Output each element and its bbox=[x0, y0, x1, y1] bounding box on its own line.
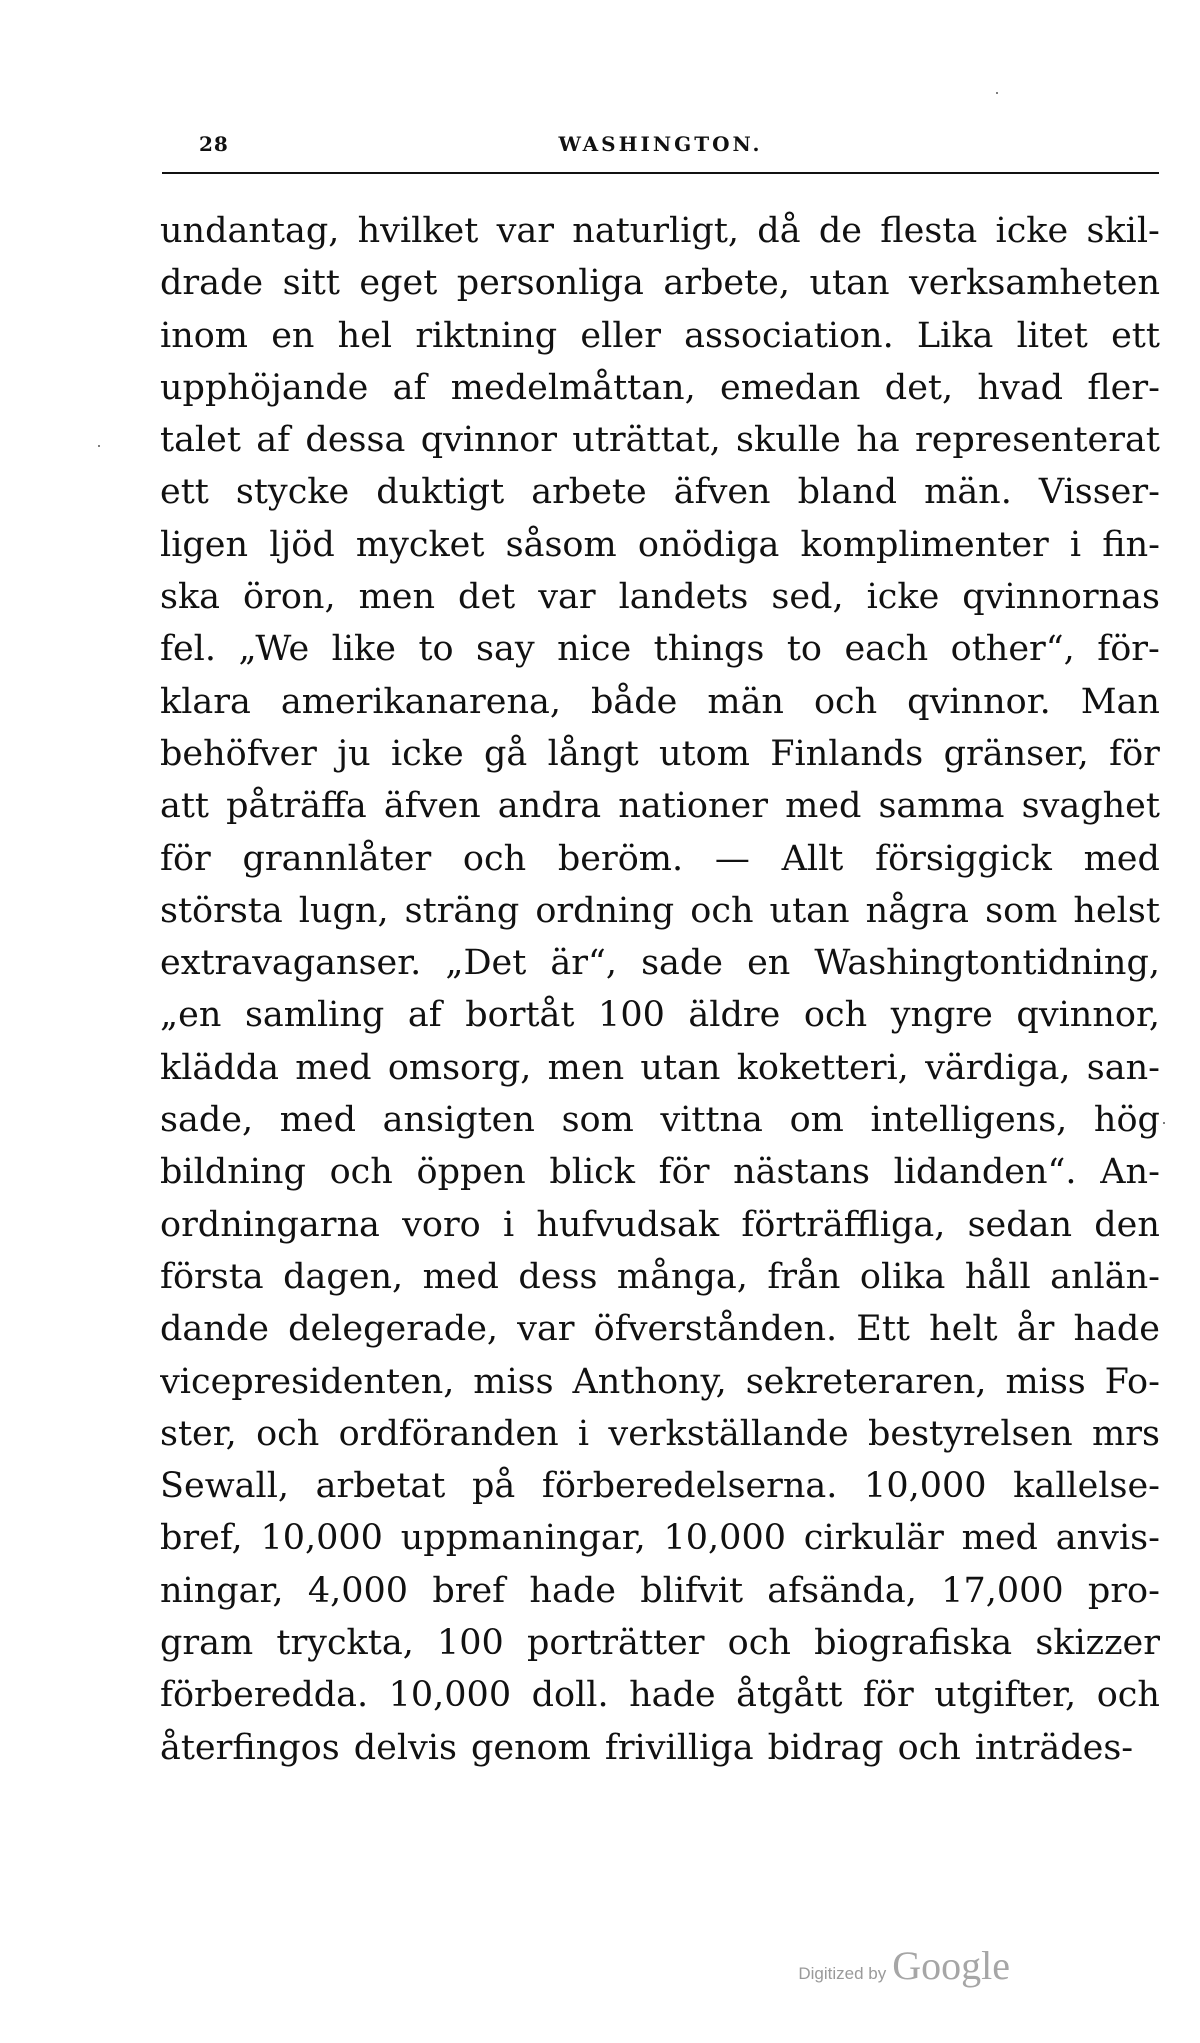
text-line: Sewall, arbetat på förberedelserna. 10,000 kallelse- bbox=[160, 1466, 1160, 1507]
text-line: första dagen, med dess många, från olika håll anlän- bbox=[160, 1256, 1160, 1297]
text-line: förberedda. 10,000 doll. hade åtgått för utgifter, och bbox=[160, 1675, 1160, 1716]
text-line: ett stycke duktigt arbete äfven bland män. Visser- bbox=[160, 472, 1160, 513]
text-line: „en samling af bortåt 100 äldre och yngre qvinnor, bbox=[160, 995, 1160, 1036]
page-header bbox=[162, 132, 1159, 166]
text-line: ster, och ordföranden i verkställande bestyrelsen mrs bbox=[160, 1413, 1160, 1454]
text-line: ningar, 4,000 bref hade blifvit afsända, 17,000 pro- bbox=[160, 1570, 1160, 1611]
text-line: dande delegerade, var öfverstånden. Ett helt år hade bbox=[160, 1309, 1160, 1350]
page-number: 28 bbox=[199, 132, 229, 156]
digitized-by-google-watermark bbox=[798, 1942, 1010, 1989]
paper-speck bbox=[1163, 1122, 1165, 1124]
digitized-label: Digitized by bbox=[798, 1964, 887, 1983]
text-line: extravaganser. „Det är“, sade en Washingtontidning, bbox=[160, 943, 1160, 984]
text-line: största lugn, sträng ordning och utan några som helst bbox=[160, 890, 1160, 931]
header-rule bbox=[162, 172, 1159, 174]
text-line: sade, med ansigten som vittna om intelligens, hög bbox=[160, 1100, 1160, 1141]
paper-speck bbox=[996, 92, 998, 94]
text-line: bildning och öppen blick för nästans lidanden“. An- bbox=[160, 1152, 1160, 1193]
text-line: att påträffa äfven andra nationer med samma svaghet bbox=[160, 786, 1160, 827]
text-line: inom en hel riktning eller association. Lika litet ett bbox=[160, 315, 1160, 356]
text-line: talet af dessa qvinnor uträttat, skulle ha representerat bbox=[160, 420, 1160, 461]
text-line: ska öron, men det var landets sed, icke qvinnornas bbox=[160, 577, 1160, 618]
google-logo: Google bbox=[892, 1943, 1010, 1988]
text-line: klara amerikanarena, både män och qvinnor. Man bbox=[160, 681, 1160, 722]
text-line: fel. „We like to say nice things to each other“, för- bbox=[160, 629, 1160, 670]
paper-speck bbox=[98, 445, 100, 447]
text-line: upphöjande af medelmåttan, emedan det, hvad fler- bbox=[160, 367, 1160, 408]
text-line: ordningarna voro i hufvudsak förträffliga, sedan den bbox=[160, 1204, 1160, 1245]
text-line: drade sitt eget personliga arbete, utan verksamheten bbox=[160, 263, 1160, 304]
text-line: vicepresidenten, miss Anthony, sekreteraren, miss Fo- bbox=[160, 1361, 1160, 1402]
text-line: klädda med omsorg, men utan koketteri, värdiga, san- bbox=[160, 1047, 1160, 1088]
text-line: bref, 10,000 uppmaningar, 10,000 cirkulär med anvis- bbox=[160, 1518, 1160, 1559]
text-line: återfingos delvis genom frivilliga bidrag och inträdes- bbox=[160, 1727, 1134, 1768]
body-text bbox=[160, 205, 1160, 1774]
text-line: gram tryckta, 100 porträtter och biografiska skizzer bbox=[160, 1623, 1160, 1664]
text-line: behöfver ju icke gå långt utom Finlands gränser, för bbox=[160, 733, 1160, 774]
running-head: WASHINGTON. bbox=[558, 132, 763, 156]
text-line: för grannlåter och beröm. — Allt försiggick med bbox=[160, 838, 1160, 879]
text-line: undantag, hvilket var naturligt, då de flesta icke skil- bbox=[160, 211, 1160, 251]
text-line: ligen ljöd mycket såsom onödiga komplimenter i fin- bbox=[160, 524, 1160, 565]
